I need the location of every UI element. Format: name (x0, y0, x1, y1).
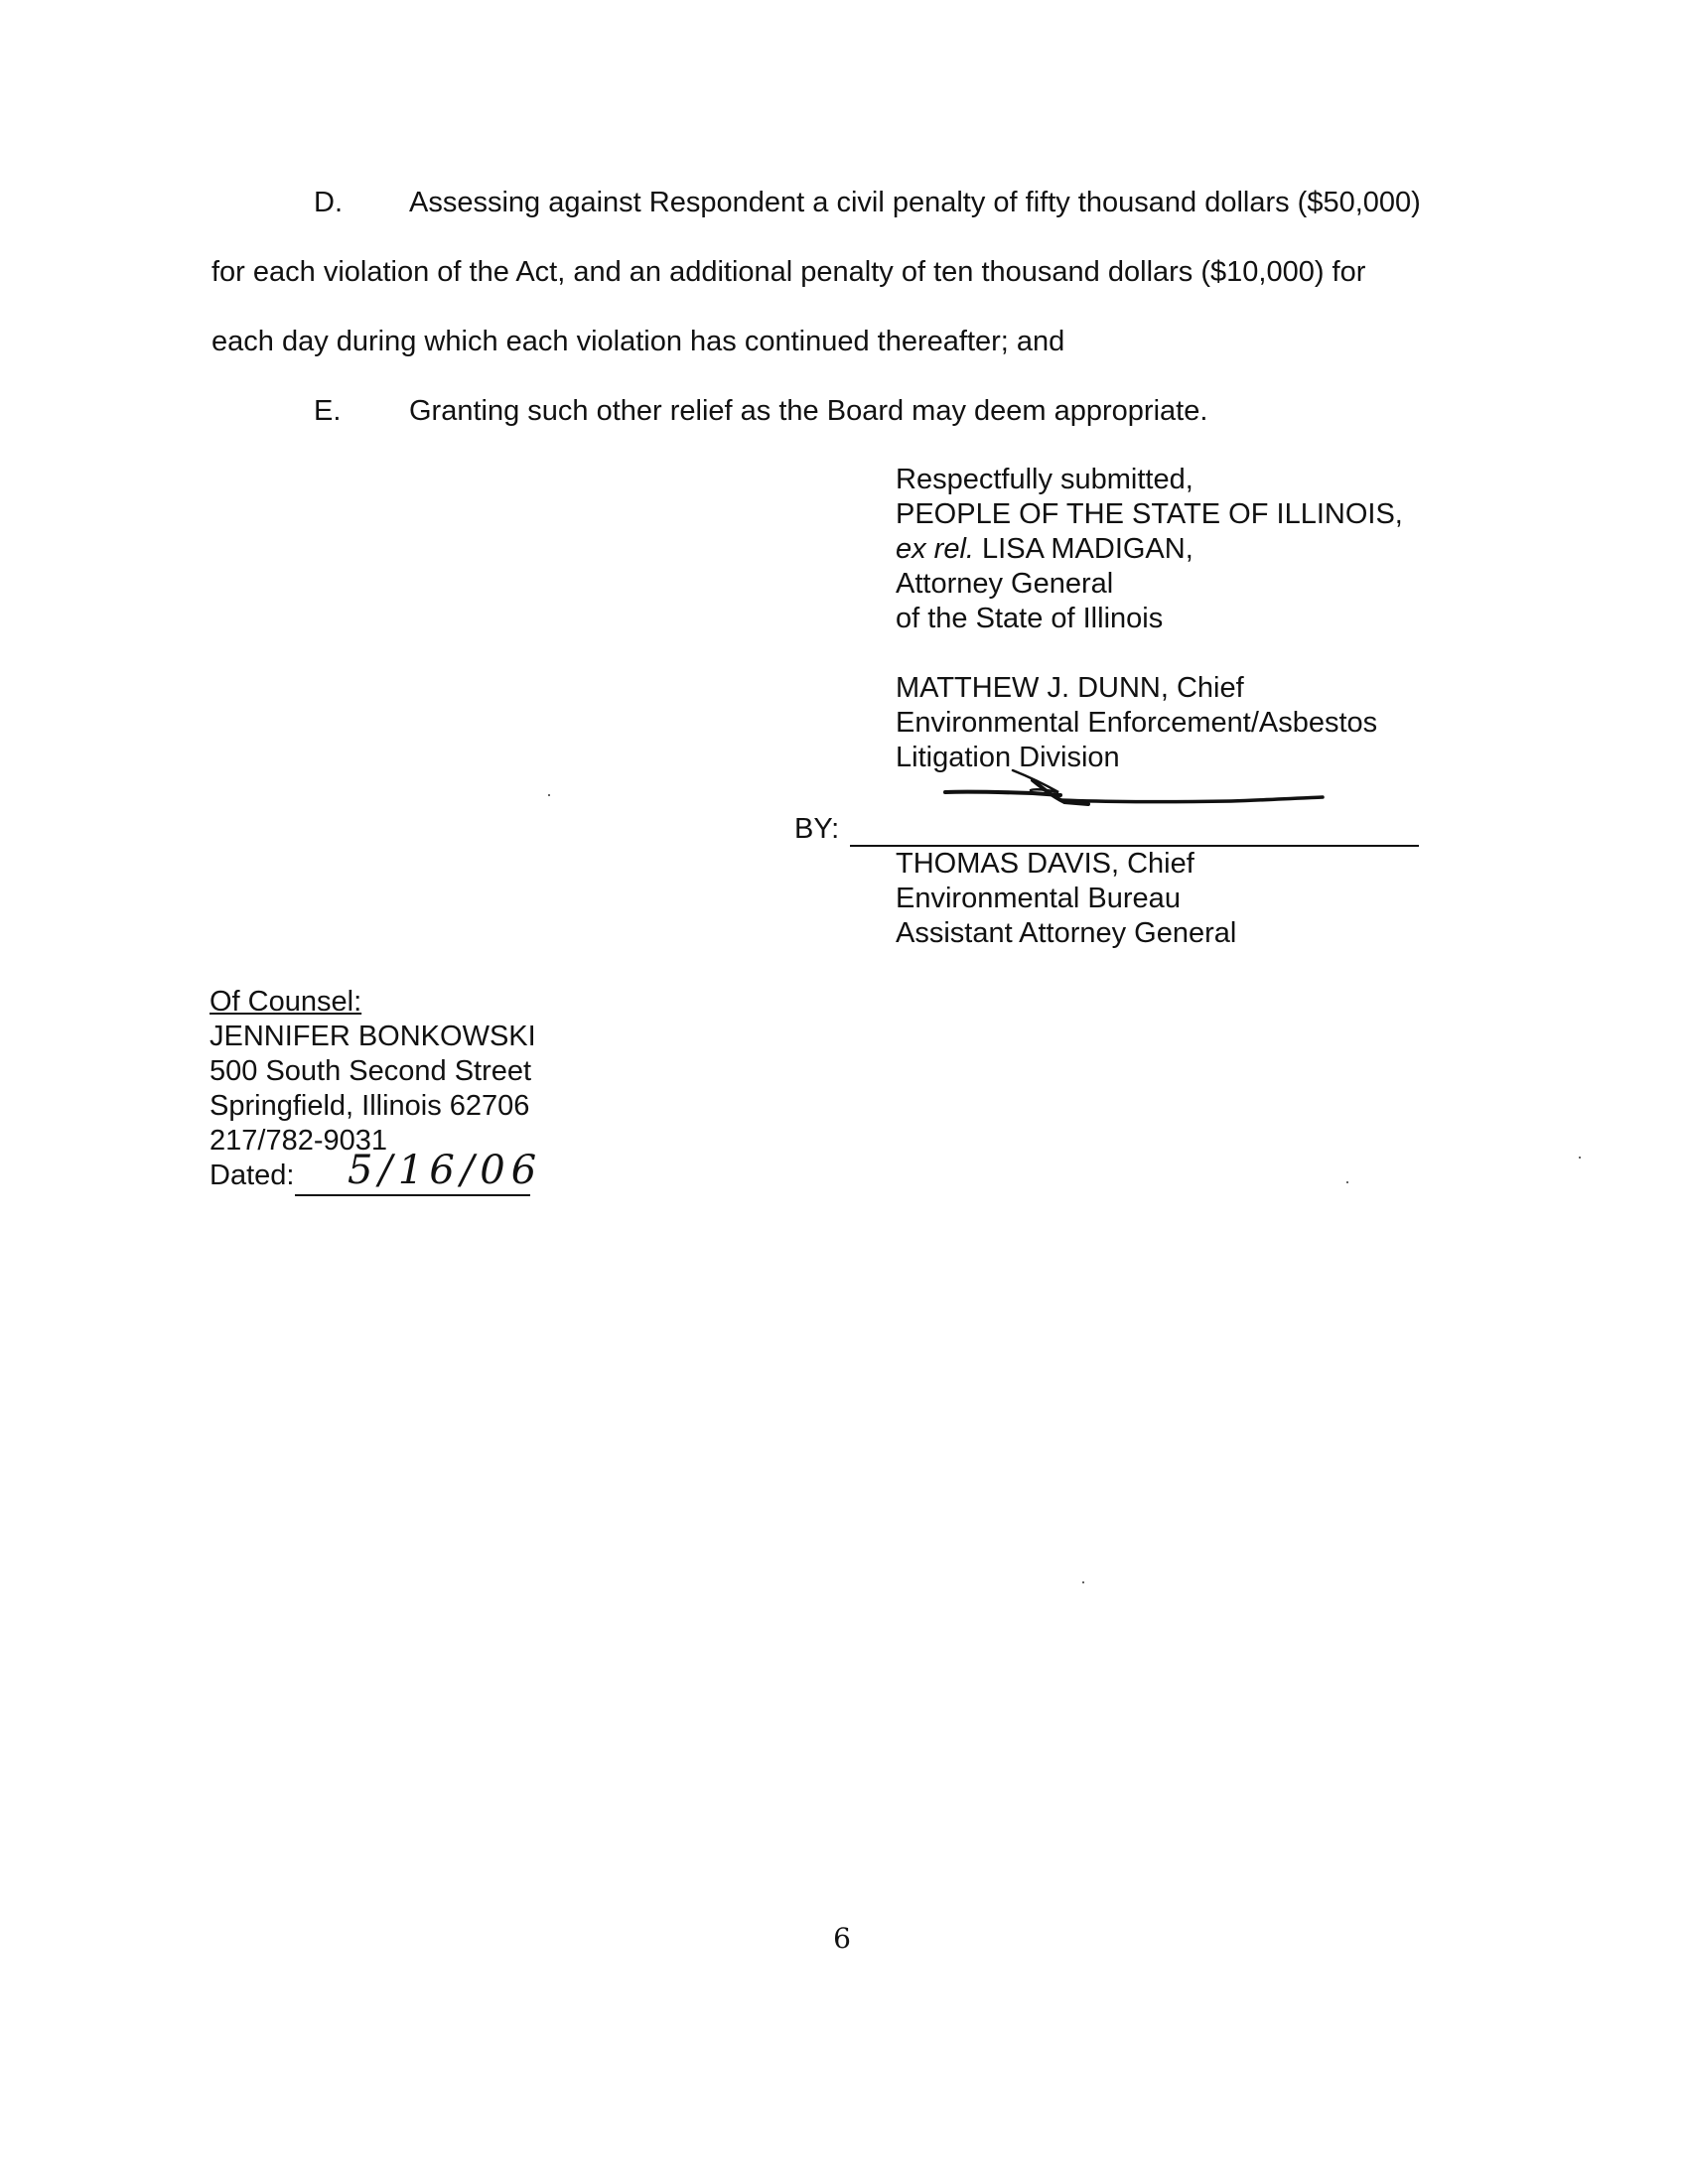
signatory-line-2: Environmental Bureau (896, 883, 1181, 914)
scan-speck (1082, 1581, 1084, 1583)
signatory-line-3: Assistant Attorney General (896, 917, 1237, 949)
division-line-1: MATTHEW J. DUNN, Chief (896, 672, 1244, 704)
scan-speck (1579, 1157, 1581, 1159)
handwritten-signature (933, 762, 1331, 822)
attorney-general-name: LISA MADIGAN, (973, 533, 1193, 565)
handwritten-date: 5/16/06 (348, 1148, 543, 1193)
signatory-line-1: THOMAS DAVIS, Chief (896, 848, 1194, 880)
submission-line-3 (896, 532, 1403, 567)
paragraph-e-text: Granting such other relief as the Board may deem appropriate. (409, 395, 1208, 427)
scan-speck (1346, 1181, 1348, 1183)
division-line-2: Environmental Enforcement/Asbestos (896, 707, 1378, 739)
counsel-phone: 217/782-9031 (210, 1125, 387, 1157)
submission-line-4: Attorney General (896, 568, 1114, 600)
page-number: 6 (833, 1922, 851, 1955)
dated-label: Dated: (210, 1160, 295, 1191)
submission-line-5: of the State of Illinois (896, 603, 1164, 634)
ex-rel: ex rel. (896, 533, 974, 565)
signatory-block (896, 847, 1236, 951)
scan-speck (548, 794, 550, 796)
division-block (896, 671, 1377, 775)
paragraph-e-letter: E. (314, 395, 342, 427)
counsel-name: JENNIFER BONKOWSKI (210, 1021, 536, 1052)
division-line-3: Litigation Division (896, 742, 1120, 773)
counsel-city: Springfield, Illinois 62706 (210, 1090, 530, 1122)
submission-line-2: PEOPLE OF THE STATE OF ILLINOIS, (896, 498, 1403, 530)
paragraph-d-line-2: for each violation of the Act, and an additional penalty of ten thousand dollars ($10,000) for (211, 256, 1366, 288)
submission-block (896, 463, 1403, 636)
paragraph-d-line-1: Assessing against Respondent a civil penalty of fifty thousand dollars ($50,000) (409, 187, 1421, 218)
date-line (295, 1194, 530, 1196)
counsel-street: 500 South Second Street (210, 1055, 532, 1087)
paragraph-d-line-3: each day during which each violation has continued thereafter; and (211, 326, 1065, 357)
submission-line-1: Respectfully submitted, (896, 464, 1193, 495)
counsel-heading: Of Counsel: (210, 986, 362, 1018)
paragraph-d-letter: D. (314, 187, 343, 218)
by-label: BY: (794, 813, 840, 845)
